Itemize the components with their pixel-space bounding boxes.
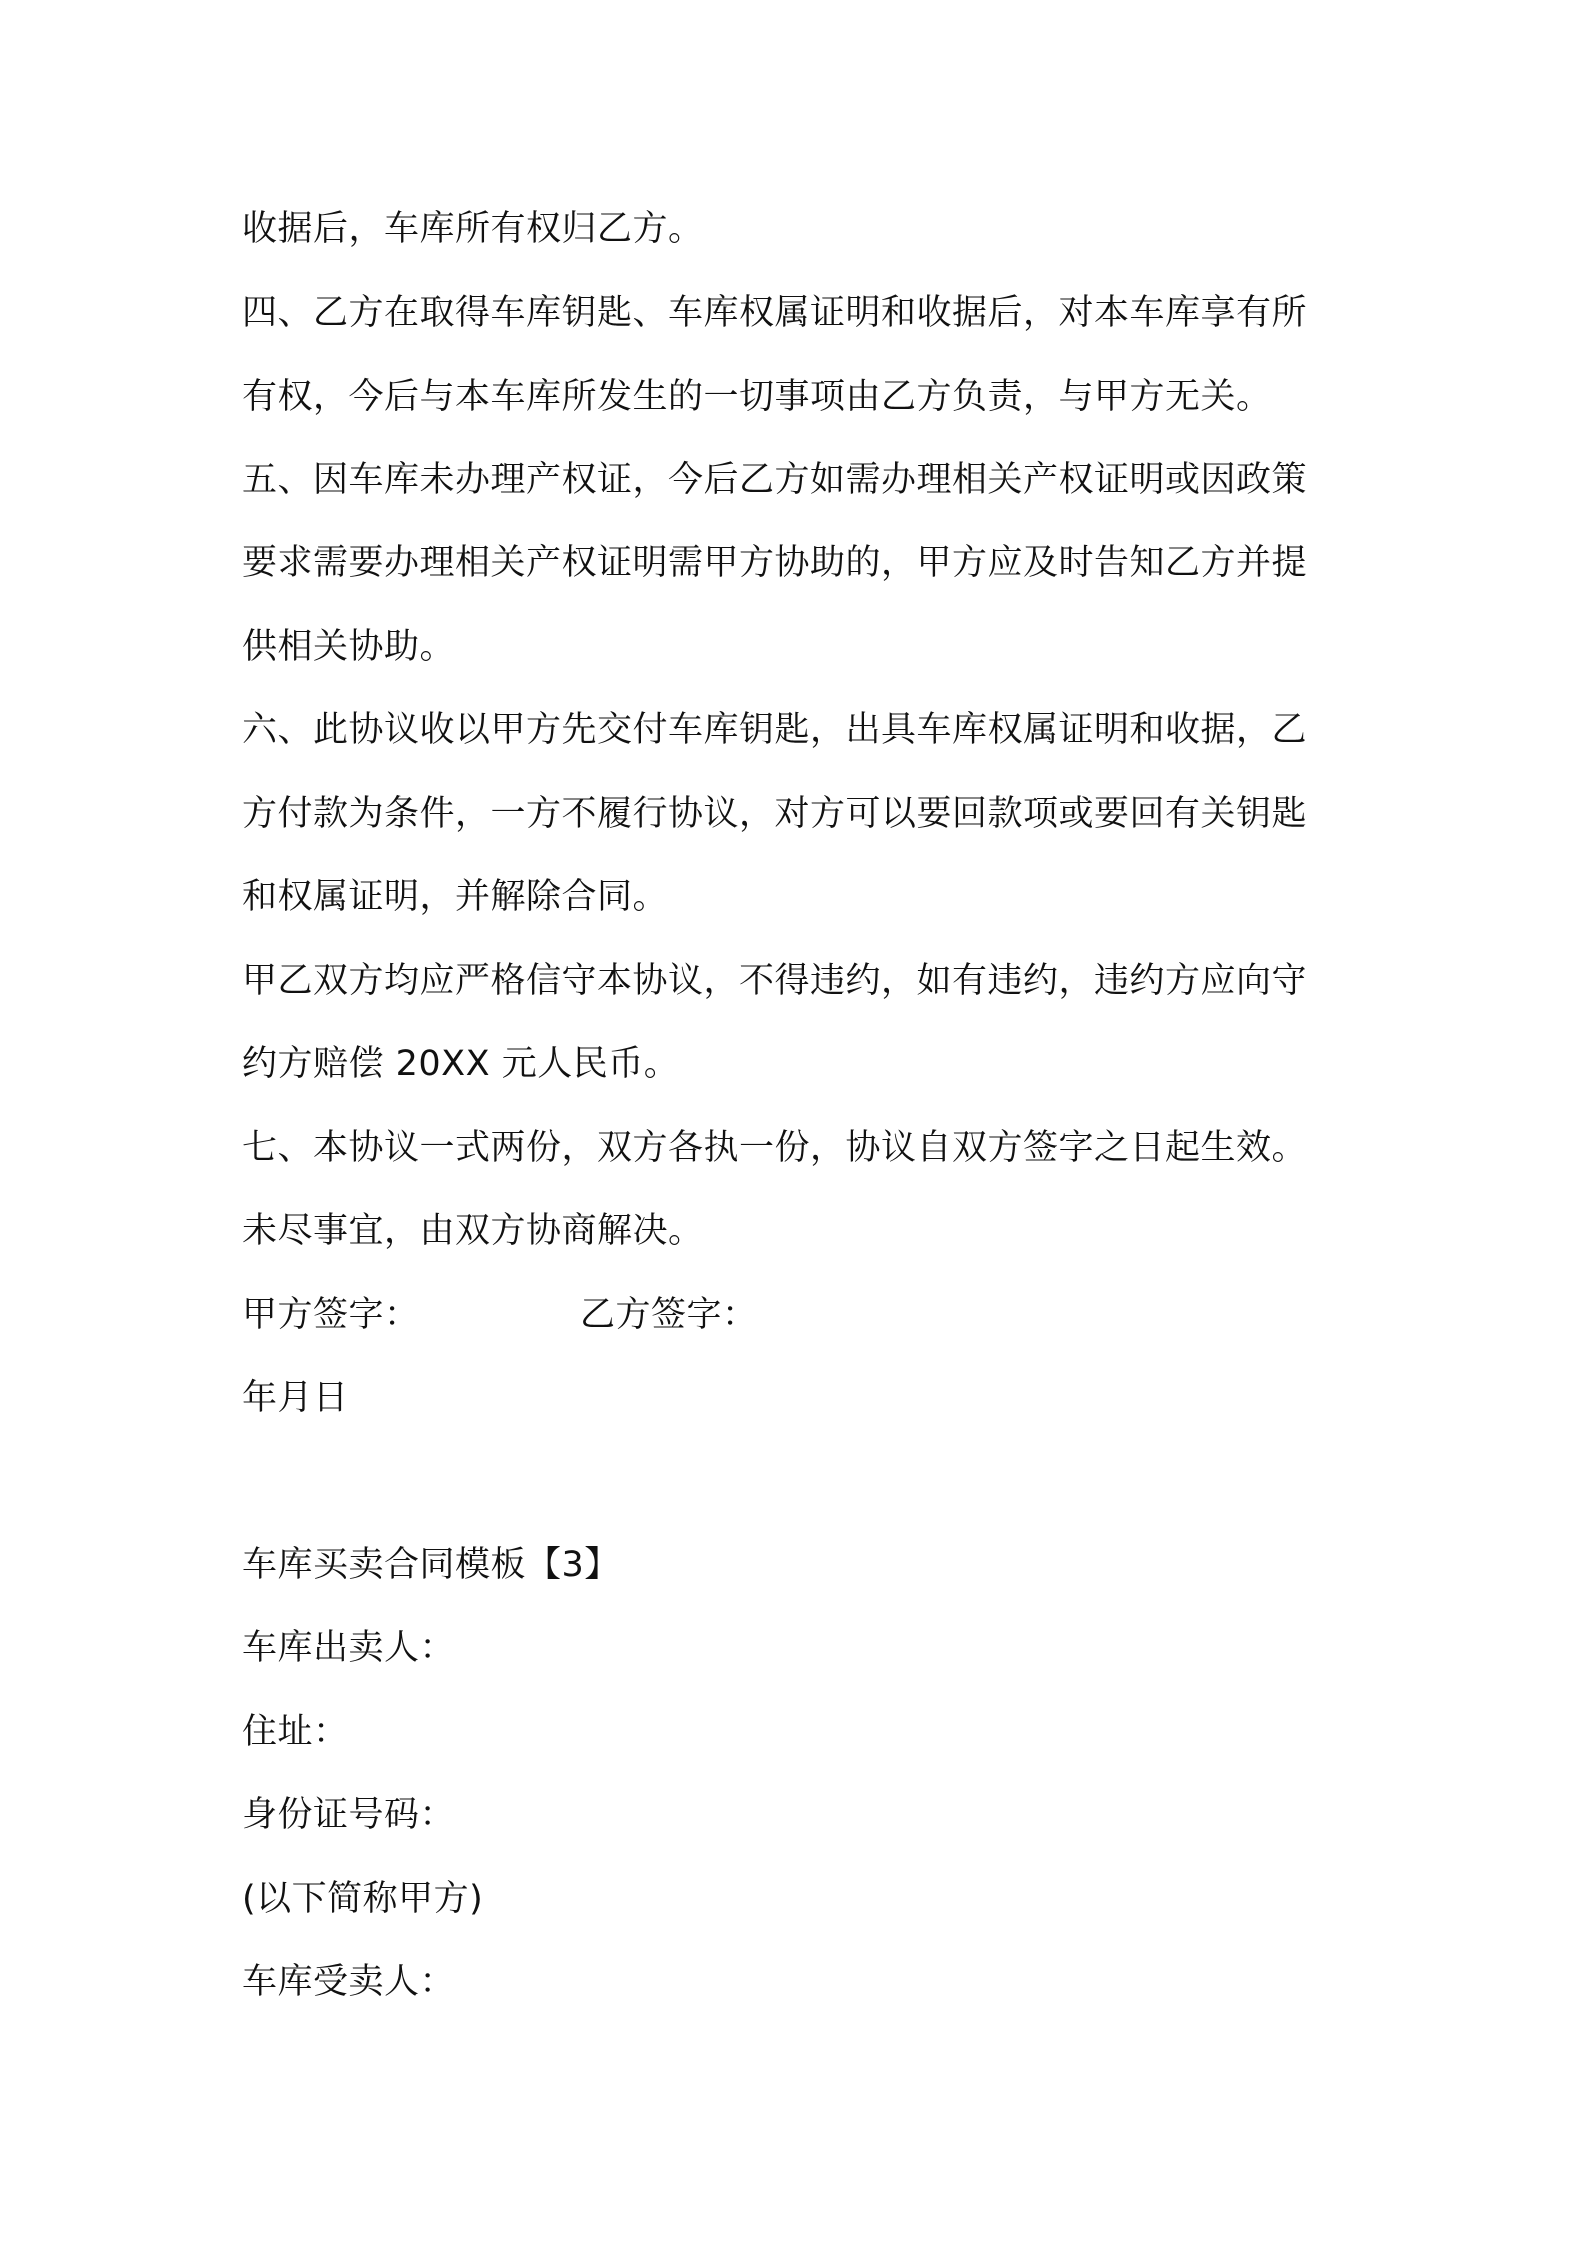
field-address: 住址： <box>242 1712 349 1752</box>
paragraph-line: 五、因车库未办理产权证，今后乙方如需办理相关产权证明或因政策 <box>242 460 1308 500</box>
date-line: 年月日 <box>242 1378 349 1418</box>
paragraph-line: 有权，今后与本车库所发生的一切事项由乙方负责，与甲方无关。 <box>242 377 1272 417</box>
paragraph-line: 和权属证明，并解除合同。 <box>242 877 669 917</box>
signature-party-b: 乙方签字： <box>580 1295 758 1335</box>
paragraph-line: 供相关协助。 <box>242 627 456 667</box>
field-seller: 车库出卖人： <box>242 1628 456 1668</box>
signature-party-a: 甲方签字： <box>242 1295 420 1335</box>
paragraph-line: 要求需要办理相关产权证明需甲方协助的，甲方应及时告知乙方并提 <box>242 543 1308 583</box>
section-title: 车库买卖合同模板【3】 <box>242 1545 620 1585</box>
field-party-a-note: (以下简称甲方) <box>242 1879 484 1919</box>
field-id-number: 身份证号码： <box>242 1795 456 1835</box>
paragraph-line: 七、本协议一式两份，双方各执一份，协议自双方签字之日起生效。 <box>242 1128 1308 1168</box>
paragraph-line: 六、此协议收以甲方先交付车库钥匙，出具车库权属证明和收据，乙 <box>242 710 1308 750</box>
paragraph-line: 方付款为条件，一方不履行协议，对方可以要回款项或要回有关钥匙 <box>242 794 1308 834</box>
paragraph-line: 约方赔偿 20XX 元人民币。 <box>242 1044 680 1084</box>
paragraph-line: 收据后，车库所有权归乙方。 <box>242 209 704 249</box>
paragraph-line: 未尽事宜，由双方协商解决。 <box>242 1211 704 1251</box>
field-buyer: 车库受卖人： <box>242 1962 456 2002</box>
paragraph-line: 甲乙双方均应严格信守本协议，不得违约，如有违约，违约方应向守 <box>242 961 1308 1001</box>
paragraph-line: 四、乙方在取得车库钥匙、车库权属证明和收据后，对本车库享有所 <box>242 293 1308 333</box>
